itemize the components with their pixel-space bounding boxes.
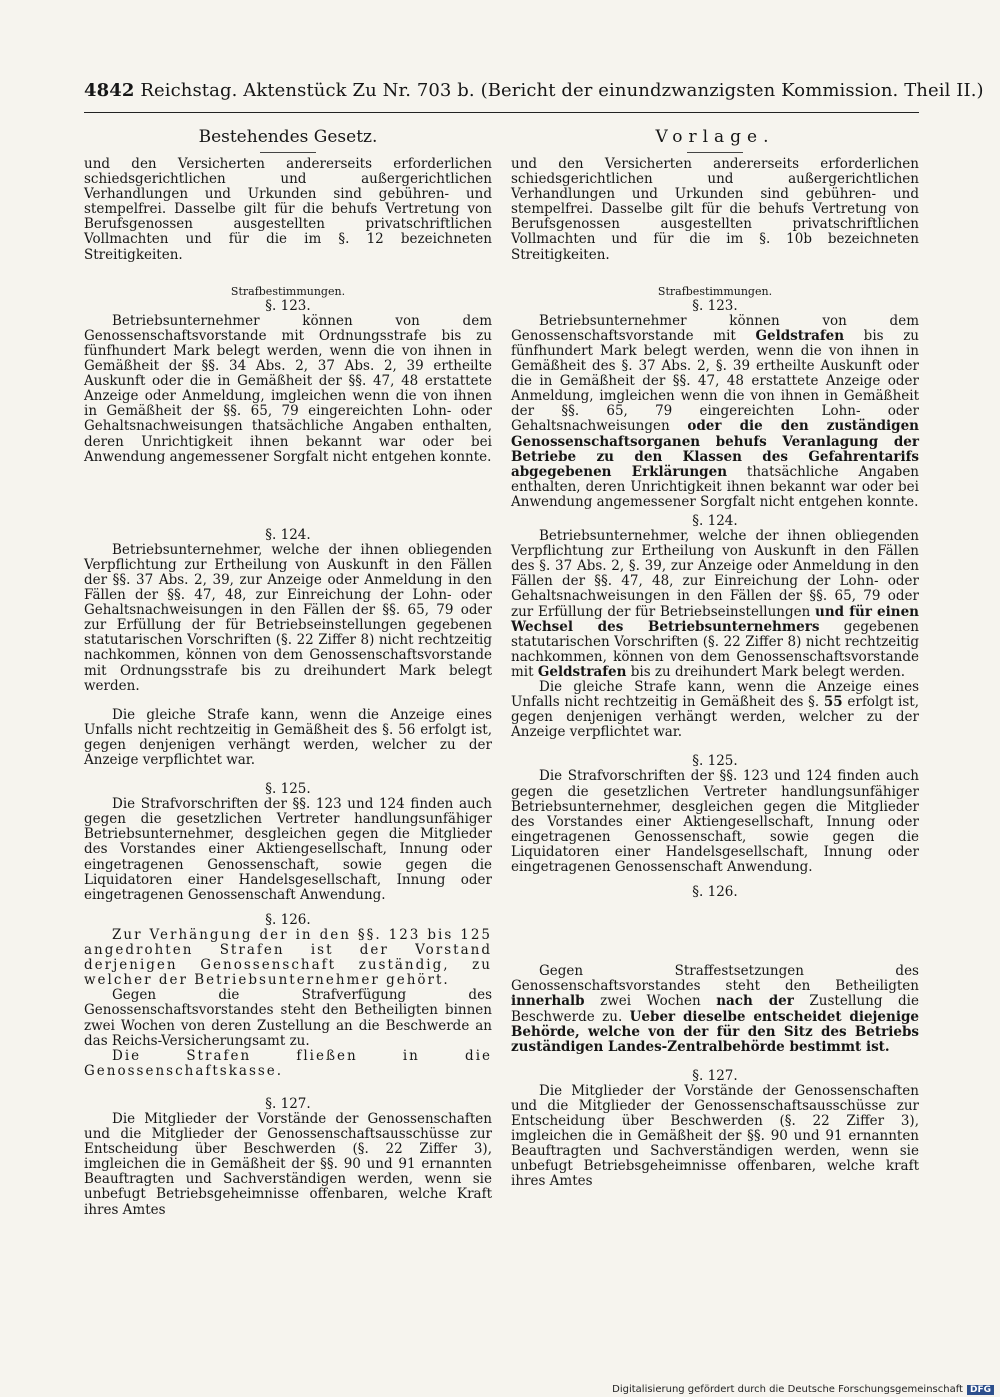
right-s124-text	[511, 529, 919, 680]
right-s126-part-a: Gegen Straffestsetzungen des Genossenschaftsvorstandes steht den Betheiligten	[511, 963, 919, 995]
left-s126-text3: Die Strafen fließen in die Genossenschaftskasse.	[84, 1047, 492, 1079]
right-s126-text	[511, 964, 919, 1055]
right-s123-bold-1: Geldstrafen	[755, 327, 845, 344]
right-s124-text2	[511, 680, 919, 740]
right-s126-bold-3: Ueber dieselbe entscheidet diejenige Behörde, welche von der für den Sitz des Betriebs zuständigen Landes-Zentralbehörde bestimmt ist.	[511, 1008, 919, 1055]
footer-credit	[612, 1384, 994, 1395]
left-s123-title: §. 123.	[265, 297, 311, 314]
left-column	[84, 122, 492, 1218]
page-number: 4842	[84, 80, 135, 101]
left-s126-text: Zur Verhängung der in den §§. 123 bis 125 angedrohten Strafen ist der Vorstand derjenigen Genossenschaft zuständig, zu welcher der Betriebsunternehmer gehört.	[84, 926, 492, 989]
right-s126-part-d: Zustellung die Beschwerde zu.	[511, 993, 919, 1025]
right-s126-bold-2: nach der	[716, 993, 794, 1010]
left-subheading: Strafbestimmungen.	[230, 284, 346, 298]
right-s123-text	[511, 314, 919, 510]
footer-text: Digitalisierung gefördert durch die Deutsche Forschungsgemeinschaft	[612, 1384, 963, 1395]
right-s126-part-c: zwei Wochen	[584, 993, 717, 1010]
right-s124-part-c: gegebenen statutarischen Vorschriften (§. 22 Ziffer 8) nicht rechtzeitig nachkommen, können von dem Genossenschaftsvorstande mit	[511, 618, 919, 680]
right-subheading: Strafbestimmungen.	[657, 284, 773, 298]
right-s127-text: Die Mitglieder der Vorstände der Genossenschaften und die Mitglieder der Genossenschaftsausschüsse zur Entscheidung über Beschwerden (§. 22 Ziffer 3), imgleichen die in Gemäßheit der §§. 90 und 91 ernannten Beauftragten und Sachverständigen werden, wenn sie unbefugt Betriebsgeheimnisse offenbaren, welche kraft ihres Amtes	[511, 1082, 919, 1190]
right-s125-title: §. 125.	[692, 753, 738, 770]
left-title-rule	[260, 152, 316, 153]
right-title-rule	[687, 152, 743, 153]
right-s123-part-c: bis zu fünfhundert Mark belegt werden, wenn die von ihnen in Gemäßheit des §. 37 Abs. 2, §. 39 ertheilte Auskunft oder die in Gemäßheit der §§. 47, 48 erstattete Anzeige oder Anmeldung, imgleichen wenn die von ihnen in Gemäßheit der §§. 65, 79 eingereichten Lohn- oder Gehaltsnachweisungen	[511, 327, 919, 435]
right-s126-bold-1: innerhalb	[511, 993, 585, 1010]
left-s125-title: §. 125.	[265, 781, 311, 798]
left-s126-title: §. 126.	[265, 911, 311, 928]
right-s124-title: §. 124.	[692, 512, 738, 529]
header-text-line	[84, 80, 984, 101]
left-s127-text: Die Mitglieder der Vorstände der Genossenschaften und die Mitglieder der Genossenschaftsausschüsse zur Entscheidung über Beschwerden (§. 22 Ziffer 3), imgleichen die in Gemäßheit der §§. 90 und 91 ernannten Beauftragten und Sachverständigen werden, wenn sie unbefugt Betriebsgeheimnisse offenbaren, welche Kraft ihres Amtes	[84, 1110, 492, 1218]
right-s127-title: §. 127.	[692, 1067, 738, 1084]
right-s124-bold-1: und für einen Wechsel des Betriebsunternehmers	[511, 603, 919, 635]
right-column-title: Vorlage.	[655, 127, 775, 147]
right-column	[511, 122, 919, 1190]
right-s124-part-a: Betriebsunternehmer, welche der ihnen obliegenden Verpflichtung zur Ertheilung von Auskunft in den Fällen des §. 37 Abs. 2, §. 39, zur Anzeige oder Anmeldung in den Fällen der §§. 47, 48, zur Einreichung der Lohn- oder Gehaltsnachweisungen in den Fällen der §§. 65, 79 oder zur Erfüllung der für Betriebseinstellungen	[511, 528, 919, 620]
page-header	[84, 78, 984, 113]
right-s123-bold-2: oder die den zuständigen Genossenschaftsorganen behufs Veranlagung der Betriebe zu den Klassen des Gefahrentarifs abgegebenen Erklärungen	[511, 418, 919, 480]
right-s124-text2-c: erfolgt ist, gegen denjenigen verhängt werden, welcher zu der Anzeige verpflichtet war.	[511, 694, 919, 741]
right-s123-title: §. 123.	[692, 297, 738, 314]
header-title: Reichstag. Aktenstück Zu Nr. 703 b. (Bericht der einundzwanzigsten Kommission. Theil II.)	[140, 80, 984, 101]
left-intro-paragraph: und den Versicherten andererseits erforderlichen schiedsgerichtlichen und außergerichtlichen Verhandlungen und Urkunden sind gebühren- und stempelfrei. Dasselbe gilt für die behufs Vertretung von Berufsgenossen ausgestellten privatschriftlichen Vollmachten und für die im §. 12 bezeichneten Streitigkeiten.	[84, 156, 492, 263]
left-s125-text: Die Strafvorschriften der §§. 123 und 124 finden auch gegen die gesetzlichen Vertreter handlungsunfähiger Betriebsunternehmer, desgleichen gegen die Mitglieder des Vorstandes einer Aktiengesellschaft, Innung oder eingetragenen Genossenschaft, sowie gegen die Liquidatoren einer Handelsgesellschaft, Innung oder eingetragenen Genossenschaft Anwendung.	[84, 796, 492, 903]
left-s123-text: Betriebsunternehmer können von dem Genossenschaftsvorstande mit Ordnungsstrafe bis zu fünfhundert Mark belegt werden, wenn die von ihnen in Gemäßheit der §§. 34 Abs. 2, 37 Abs. 2, 39 ertheilte Auskunft oder die in Gemäßheit der §§. 47, 48 erstattete Anzeige oder Anmeldung, imgleichen wenn die von ihnen in Gemäßheit der §§. 65, 79 eingereichten Lohn- oder Gehaltsnachweisungen thatsächliche Angaben enthalten, deren Unrichtigkeit ihnen bekannt war oder bei Anwendung angemessener Sorgfalt nicht entgehen konnte.	[84, 312, 492, 465]
right-s124-bold-2: Geldstrafen	[537, 663, 627, 680]
left-column-title: Bestehendes Gesetz.	[198, 127, 378, 147]
right-s124-text2-a: Die gleiche Strafe kann, wenn die Anzeige eines Unfalls nicht rechtzeitig in Gemäßheit des §.	[511, 679, 919, 711]
left-s124-text: Betriebsunternehmer, welche der ihnen obliegenden Verpflichtung zur Ertheilung von Auskunft in den Fällen der §§. 37 Abs. 2, 39, zur Anzeige oder Anmeldung in den Fällen der §§. 47, 48, zur Einreichung der Lohn- oder Gehaltsnachweisungen in den Fällen der §§. 65, 79 oder zur Erfüllung der für Betriebseinstellungen gegebenen statutarischen Vorschriften (§. 22 Ziffer 8) nicht rechtzeitig nachkommen, können von dem Genossenschaftsvorstande mit Ordnungsstrafe bis zu dreihundert Mark belegt werden.	[84, 541, 492, 694]
right-s125-text: Die Strafvorschriften der §§. 123 und 124 finden auch gegen die gesetzlichen Vertreter handlungsunfähiger Betriebsunternehmer, desgleichen gegen die Mitglieder des Vorstandes einer Aktiengesellschaft, Innung oder eingetragenen Genossenschaft, sowie gegen die Liquidatoren einer Handelsgesellschaft, Innung oder eingetragenen Genossenschaft Anwendung.	[511, 768, 919, 876]
left-s124-title: §. 124.	[265, 526, 311, 543]
dfg-logo: DFG	[967, 1385, 994, 1395]
right-s124-text2-bold: 55	[823, 694, 843, 711]
right-intro-paragraph: und den Versicherten andererseits erforderlichen schiedsgerichtlichen und außergerichtlichen Verhandlungen und Urkunden sind gebühren- und stempelfrei. Dasselbe gilt für die behufs Vertretung von Berufsgenossen ausgestellten privatschriftlichen Vollmachten und für die im §. 10b bezeichneten Streitigkeiten.	[511, 156, 919, 263]
left-s124-text2: Die gleiche Strafe kann, wenn die Anzeige eines Unfalls nicht rechtzeitig in Gemäßheit des §. 56 erfolgt ist, gegen denjenigen verhängt werden, welcher zu der Anzeige verpflichtet war.	[84, 706, 492, 768]
right-s124-part-d: bis zu dreihundert Mark belegt werden.	[626, 663, 906, 680]
left-s126-text2: Gegen die Strafverfügung des Genossenschaftsvorstandes steht den Betheiligten binnen zwei Wochen von deren Zustellung an die Beschwerde an das Reichs-Versicherungsamt zu.	[84, 987, 492, 1049]
left-s127-title: §. 127.	[265, 1095, 311, 1112]
right-s123-part-a: Betriebsunternehmer können von dem Genossenschaftsvorstande mit	[511, 312, 919, 344]
right-s126-title: §. 126.	[692, 884, 738, 901]
right-s123-part-d: thatsächliche Angaben enthalten, deren Unrichtigkeit ihnen bekannt war oder bei Anwendung angemessener Sorgfalt nicht entgehen konnte.	[511, 463, 919, 510]
